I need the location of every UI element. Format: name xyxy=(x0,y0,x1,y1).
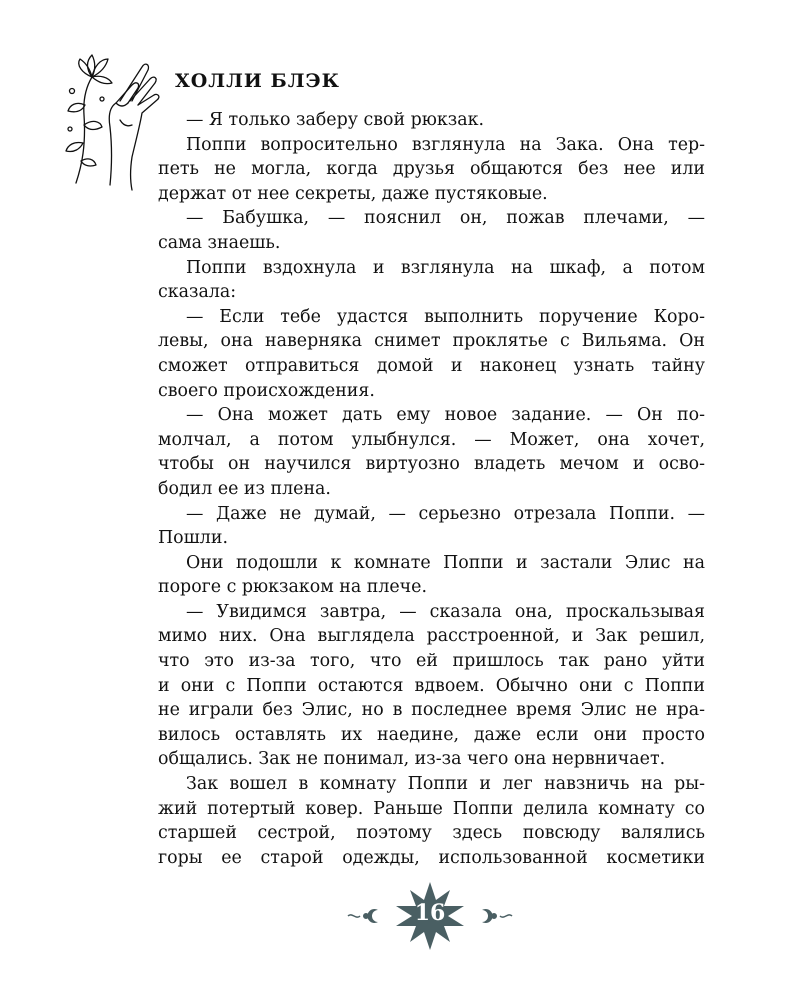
text-line: молчал, а потом улыбнулся. — Может, она хочет, xyxy=(158,429,705,450)
page-number: 16 xyxy=(414,900,446,926)
text-line: сказала: xyxy=(158,282,237,303)
text-line: жий потертый ковер. Раньше Поппи делила комнату со xyxy=(158,798,705,819)
text-line: Пошли. xyxy=(158,528,228,549)
text-line: — Даже не думай, — серьезно отрезала Поппи. — xyxy=(186,503,705,524)
text-line: Поппи вздохнула и взглянула на шкаф, а потом xyxy=(186,257,705,278)
text-line: горы ее старой одежды, использованной косметики xyxy=(158,847,705,868)
text-line: — Увидимся завтра, — сказала она, проскальзывая xyxy=(186,601,705,622)
text-line: держат от нее секреты, даже пустяковые. xyxy=(158,183,548,204)
text-line: не играли без Элис, но в последнее время Элис не нра- xyxy=(158,700,705,721)
body-text xyxy=(158,108,705,870)
text-line: бодил ее из плена. xyxy=(158,478,331,499)
text-line: сама знаешь. xyxy=(158,232,281,253)
text-line: сможет отправиться домой и наконец узнать тайну xyxy=(158,355,705,376)
text-line: своего происхождения. xyxy=(158,380,375,401)
text-line: и они с Поппи остаются вдвоем. Обычно они с Поппи xyxy=(158,675,705,696)
text-line: чтобы он научился виртуозно владеть мечом и осво- xyxy=(158,454,705,475)
text-line: петь не могла, когда друзья общаются без нее или xyxy=(158,159,705,180)
page-number-ornament xyxy=(340,880,520,952)
text-line: — Я только заберу свой рюкзак. xyxy=(186,110,484,130)
text-line: — Если тебе удастся выполнить поручение Коро- xyxy=(186,306,705,327)
text-line: — Бабушка, — пояснил он, пожав плечами, — xyxy=(186,208,705,229)
text-line: старшей сестрой, поэтому здесь повсюду валялись xyxy=(158,823,705,844)
text-line: мимо них. Она выглядела расстроенной, и Зак решил, xyxy=(158,626,705,647)
hand-flower-icon xyxy=(58,45,168,195)
text-line: Поппи вопросительно взглянула на Зака. Она тер- xyxy=(186,134,705,155)
text-line: Зак вошел в комнату Поппи и лег навзничь на ры- xyxy=(186,774,705,795)
text-line: вилось оставлять их наедине, даже если они просто xyxy=(158,724,705,745)
text-line: Они подошли к комнате Поппи и застали Элис на xyxy=(186,552,705,573)
text-line: левы, она наверняка снимет проклятье с Вильяма. Он xyxy=(158,331,705,352)
running-head-author: ХОЛЛИ БЛЭК xyxy=(175,70,340,92)
text-line: что это из-за того, что ей пришлось так рано уйти xyxy=(158,651,705,672)
hand-flower-illustration xyxy=(58,45,168,195)
text-line: — Она может дать ему новое задание. — Он по- xyxy=(186,405,705,426)
text-line: общались. Зак не понимал, из-за чего она нервничает. xyxy=(158,749,666,770)
text-line: пороге с рюкзаком на плече. xyxy=(158,577,427,598)
